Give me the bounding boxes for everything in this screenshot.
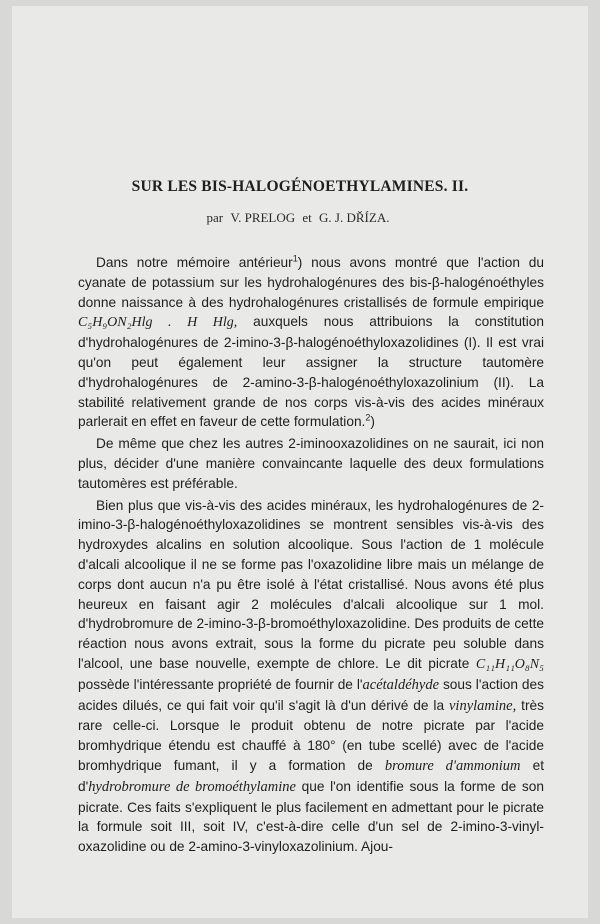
- paragraph-text: De même que chez les autres 2-iminooxazolidines on ne saurait, ici non plus, décider d'une manière convaincante laquelle des deux formulations tautomères est préférable.: [78, 436, 544, 491]
- paragraph-text: possède l'intéressante propriété de fournir de l': [78, 676, 363, 692]
- article-body: [78, 253, 544, 857]
- paragraph-text: Bien plus que vis-à-vis des acides minéraux, les hydrohalogénures de 2-imino-3-β-halogénoéthyloxazolidines se montrent sensibles vis-à-vis des hydroxydes alcalins en solution alcoolique. Sous l'action de 1 molécule d'alcali alcoolique il ne se forme pas l'oxazolidine libre mais un mélange de corps dont aucun n'a pu être isolé à l'état cristallisé. Nous avons été plus heureux en faisant agir 2 molécules d'alcali alcoolique sur 1 mol. d'hydrobromure de 2-imino-3-β-bromoéthyloxazolidine. Des produits de cette réaction nous avons extrait, sous la forme du picrate peu soluble dans l'alcool, une base nouvelle, exempte de chlore. Le dit picrate: [78, 497, 544, 671]
- authors-conjunction: et: [302, 210, 312, 225]
- author-2: G. J. DŘÍZA.: [319, 210, 390, 225]
- picrate-formula: C₁₁H₁₁O₈N₅: [475, 656, 544, 672]
- paragraph-2: [78, 434, 544, 493]
- footnote-ref-2: 2: [365, 412, 371, 423]
- paragraph-1: [78, 253, 544, 432]
- paragraph-text: auxquels nous attribuions la constitution d'hydrohalogénures de 2-imino-3-β-halogénoéthyloxazolidines (I). Il est vrai qu'on peut également leur assigner la structure tautomère d'hydrohalogénures de 2-amino-3-β-halogénoéthyloxazolinium (II). La stabilité relativement grande de nos corps vis-à-vis des acides minéraux parlerait en effet en faveur de cette formulation.: [78, 314, 545, 430]
- paragraph-text: Dans notre mémoire antérieur: [96, 255, 293, 270]
- author-1: V. PRELOG: [230, 210, 296, 225]
- paragraph-text: très rare celle-ci. Lorsque le produit obtenu de notre picrate par l'acide bromhydrique étendu est chauffé à 180° (en tube scellé) avec de l'acide bromhydrique fumant, il y a formation de: [78, 697, 544, 773]
- footnote-ref-1: 1: [292, 253, 298, 264]
- italic-term: acétaldéhyde: [362, 676, 440, 693]
- paragraph-3: [78, 496, 544, 857]
- paragraph-text: et d': [78, 757, 545, 794]
- page-sheet: [12, 6, 588, 918]
- paragraph-text: ) nous avons montré que l'action du cyanate de potassium sur les hydrohalogénures des bis-β-halogénoéthyles donne naissance à des hydrohalogénures cristallisés de formule empirique: [78, 255, 544, 310]
- paragraph-text: que l'on identifie sous la forme de son picrate. Ces faits s'expliquent le plus facilement en admettant pour le picrate la formule soit III, soit IV, c'est-à-dire celle d'un sel de 2-imino-3-vinyl-oxazolidine ou de 2-amino-3-vinyloxazolinium. Ajou-: [78, 778, 544, 855]
- author-line: [12, 210, 588, 226]
- paragraph-text: sous l'action des acides dilués, ce qui fait voir qu'il s'agit là d'un dérivé de la: [78, 676, 544, 713]
- authors-prefix: par: [206, 210, 224, 225]
- article-title: SUR LES BIS-HALOGÉNOETHYLAMINES. II.: [131, 178, 469, 195]
- italic-term: bromure d'ammonium: [384, 757, 521, 774]
- italic-term: vinylamine,: [449, 697, 517, 714]
- paragraph-text: ): [370, 414, 375, 430]
- empirical-formula: C₅H₉ON₂Hlg . H Hlg,: [78, 315, 238, 331]
- italic-term: hydrobromure de bromoéthylamine: [88, 778, 296, 795]
